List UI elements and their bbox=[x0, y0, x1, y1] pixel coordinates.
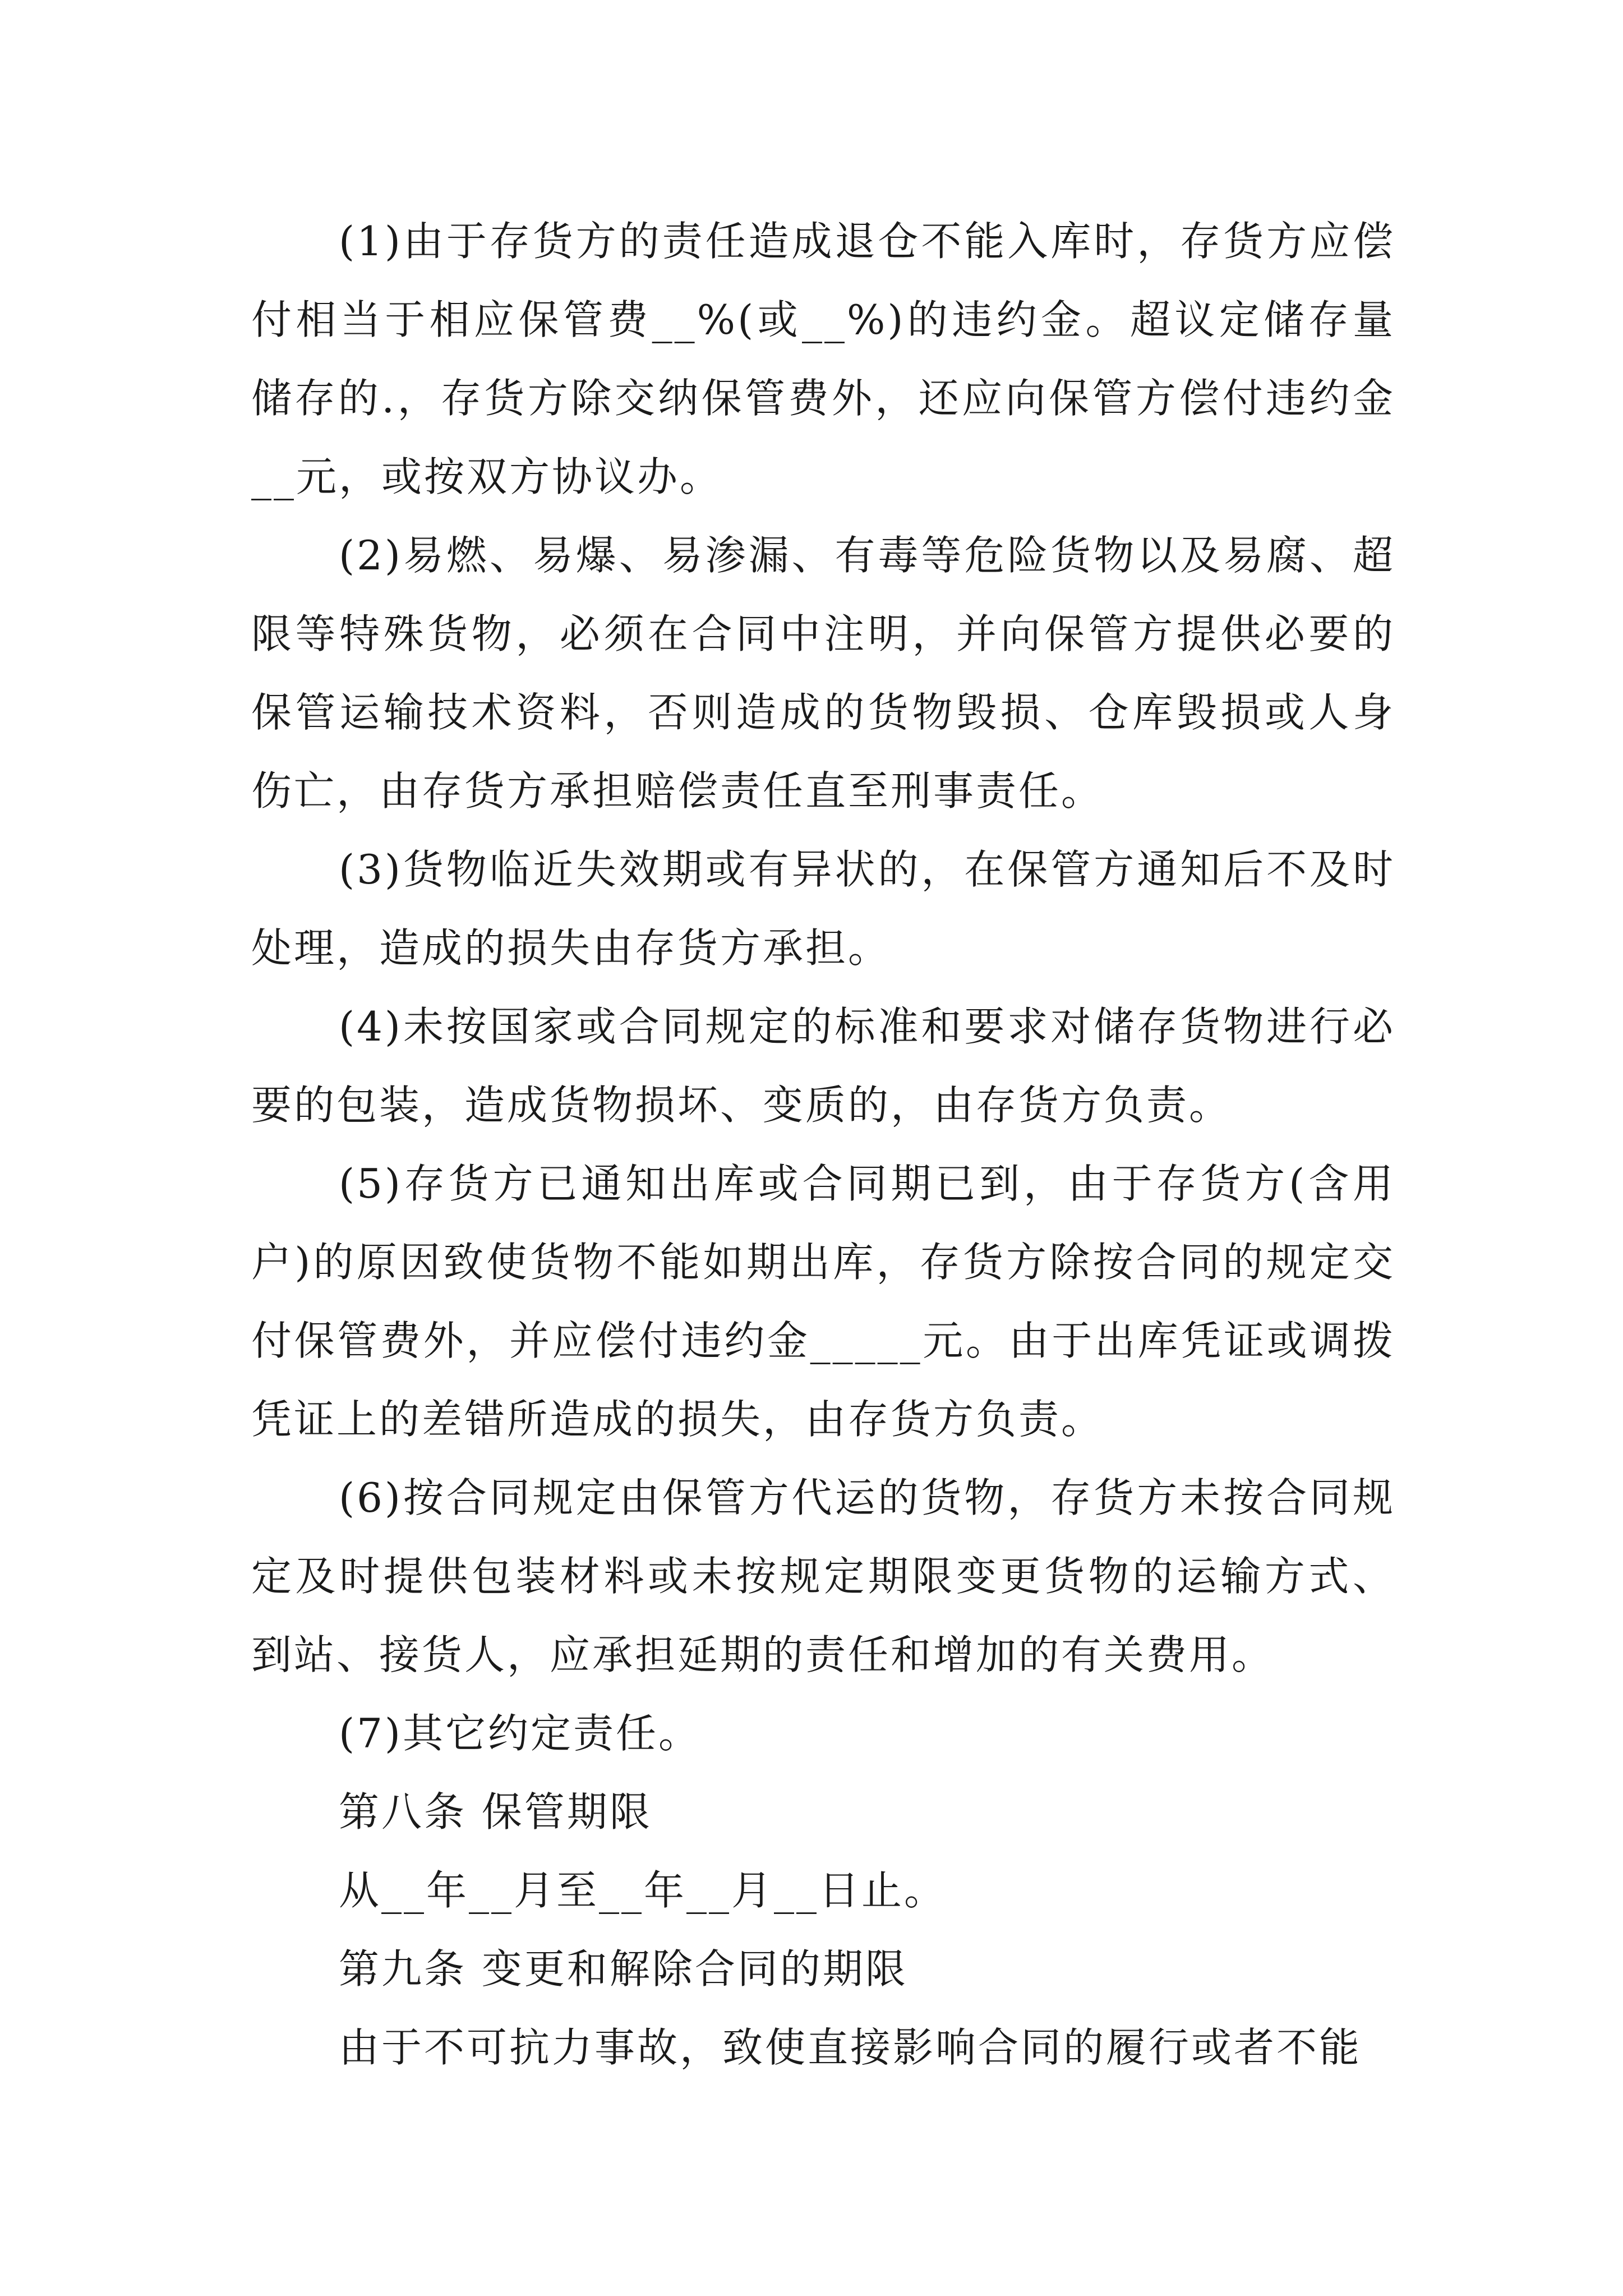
article-9-heading: 第九条 变更和解除合同的期限 bbox=[339, 1945, 908, 1993]
clause-4: (4)未按国家或合同规定的标准和要求对储存货物进行必要的包装，造成货物损坏、变质的，由存货方负责。 bbox=[251, 1003, 1395, 1129]
clause-6: (6)按合同规定由保管方代运的货物，存货方未按合同规定及时提供包装材料或未按规定期限变更货物的运输方式、到站、接货人，应承担延期的责任和增加的有关费用。 bbox=[251, 1474, 1395, 1678]
clause-5: (5)存货方已通知出库或合同期已到，由于存货方(含用户)的原因致使货物不能如期出库，存货方除按合同的规定交付保管费外，并应偿付违约金_____元。由于出库凭证或调拨凭证上的差错所造成的损失，由存货方负责。 bbox=[251, 1160, 1395, 1443]
clause-7: (7)其它约定责任。 bbox=[339, 1710, 701, 1757]
article-8-text: 从__年__月至__年__月__日止。 bbox=[339, 1867, 947, 1914]
document-body bbox=[251, 202, 1395, 2087]
article-8-heading: 第八条 保管期限 bbox=[339, 1788, 652, 1835]
clause-2: (2)易燃、易爆、易渗漏、有毒等危险货物以及易腐、超限等特殊货物，必须在合同中注明，并向保管方提供必要的保管运输技术资料，否则造成的货物毁损、仓库毁损或人身伤亡，由存货方承担赔偿责任直至刑事责任。 bbox=[251, 532, 1395, 815]
article-9-text: 由于不可抗力事故，致使直接影响合同的履行或者不能 bbox=[339, 2024, 1362, 2071]
clause-3: (3)货物临近失效期或有异状的，在保管方通知后不及时处理，造成的损失由存货方承担。 bbox=[251, 846, 1395, 972]
clause-1: (1)由于存货方的责任造成退仓不能入库时，存货方应偿付相当于相应保管费__%(或__%)的违约金。超议定储存量储存的.，存货方除交纳保管费外，还应向保管方偿付违约金__元，或按双方协议办。 bbox=[251, 218, 1395, 500]
